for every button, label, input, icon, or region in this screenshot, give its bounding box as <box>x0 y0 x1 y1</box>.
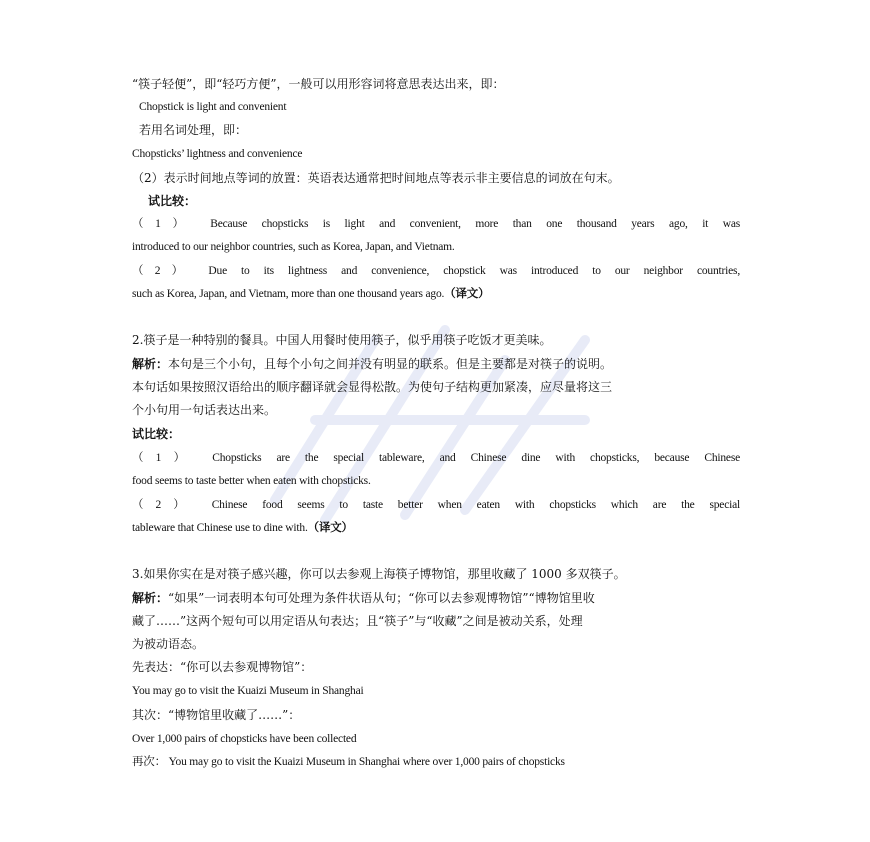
text-line-12 <box>132 356 740 372</box>
translation-tag: （译文） <box>307 522 353 534</box>
text-line-28: 再次： You may go to visit the Kuaizi Museum in Shanghai where over 1,000 pairs of chopsticks <box>132 756 565 768</box>
text-line-21 <box>132 590 740 606</box>
text-line-27: Over 1,000 pairs of chopsticks have been collected <box>132 733 357 745</box>
translation-text: tableware that Chinese use to dine with. <box>132 522 308 534</box>
text-line-8: introduced to our neighbor countries, such as Korea, Japan, and Vietnam. <box>132 241 455 253</box>
analysis-text: “如果”一词表明本句可处理为条件状语从句；“你可以去参观博物馆”“博物馆里收 <box>168 591 595 605</box>
text-line-26: 其次：“博物馆里收藏了……”： <box>132 708 301 722</box>
text-line-22: 藏了……”这两个短句可以用定语从句表达；且“筷子”与“收藏”之间是被动关系，处理 <box>132 614 583 628</box>
text-line-9: （2） Due to its lightness and convenience, chopstick was introduced to our neighbor countries, <box>132 265 740 277</box>
item-3-sentence: 3.如果你实在是对筷子感兴趣，你可以去参观上海筷子博物馆，那里收藏了 1000 多双筷子。 <box>132 567 626 581</box>
text-line-1: “筷子轻便”，即“轻巧方便”，一般可以用形容词将意思表达出来，即： <box>132 77 505 91</box>
text-line-23: 为被动语态。 <box>132 637 205 651</box>
text-line-24: 先表达：“你可以去参观博物馆”： <box>132 660 313 674</box>
analysis-label: 解析： <box>132 357 169 371</box>
text-line-10 <box>132 286 740 302</box>
compare-heading-1: 试比较： <box>148 194 197 208</box>
translation-text: such as Korea, Japan, and Vietnam, more than one thousand years ago. <box>132 288 445 300</box>
text-line-4: Chopsticks’ lightness and convenience <box>132 148 303 160</box>
analysis-text: 本句是三个小句，且每个小句之间并没有明显的联系。但是主要都是对筷子的说明。 <box>168 357 613 371</box>
translation-tag: （译文） <box>444 288 490 300</box>
text-line-18: （2） Chinese food seems to taste better when eaten with chopsticks which are the special <box>132 499 740 511</box>
text-line-7: （1） Because chopsticks is light and convenient, more than one thousand years ago, it was <box>132 218 740 230</box>
text-line-16: （1） Chopsticks are the special tableware, and Chinese dine with chopsticks, because Chinese <box>132 452 740 464</box>
text-line-25: You may go to visit the Kuaizi Museum in Shanghai <box>132 685 364 697</box>
text-line-3: 若用名词处理，即： <box>139 123 248 137</box>
text-line-14: 个小句用一句话表达出来。 <box>132 403 277 417</box>
text-line-2: Chopstick is light and convenient <box>139 101 287 113</box>
text-line-19 <box>132 520 740 536</box>
text-line-17: food seems to taste better when eaten with chopsticks. <box>132 475 371 487</box>
text-line-13: 本句话如果按照汉语给出的顺序翻译就会显得松散。为使句子结构更加紧凑，应尽量将这三 <box>132 380 613 394</box>
compare-heading-2: 试比较： <box>132 427 181 441</box>
analysis-label: 解析： <box>132 591 169 605</box>
text-line-5: （2）表示时间地点等词的放置：英语表达通常把时间地点等表示非主要信息的词放在句末。 <box>132 171 620 185</box>
item-2-sentence: 2.筷子是一种特别的餐具。中国人用餐时使用筷子，似乎用筷子吃饭才更美味。 <box>132 333 552 347</box>
